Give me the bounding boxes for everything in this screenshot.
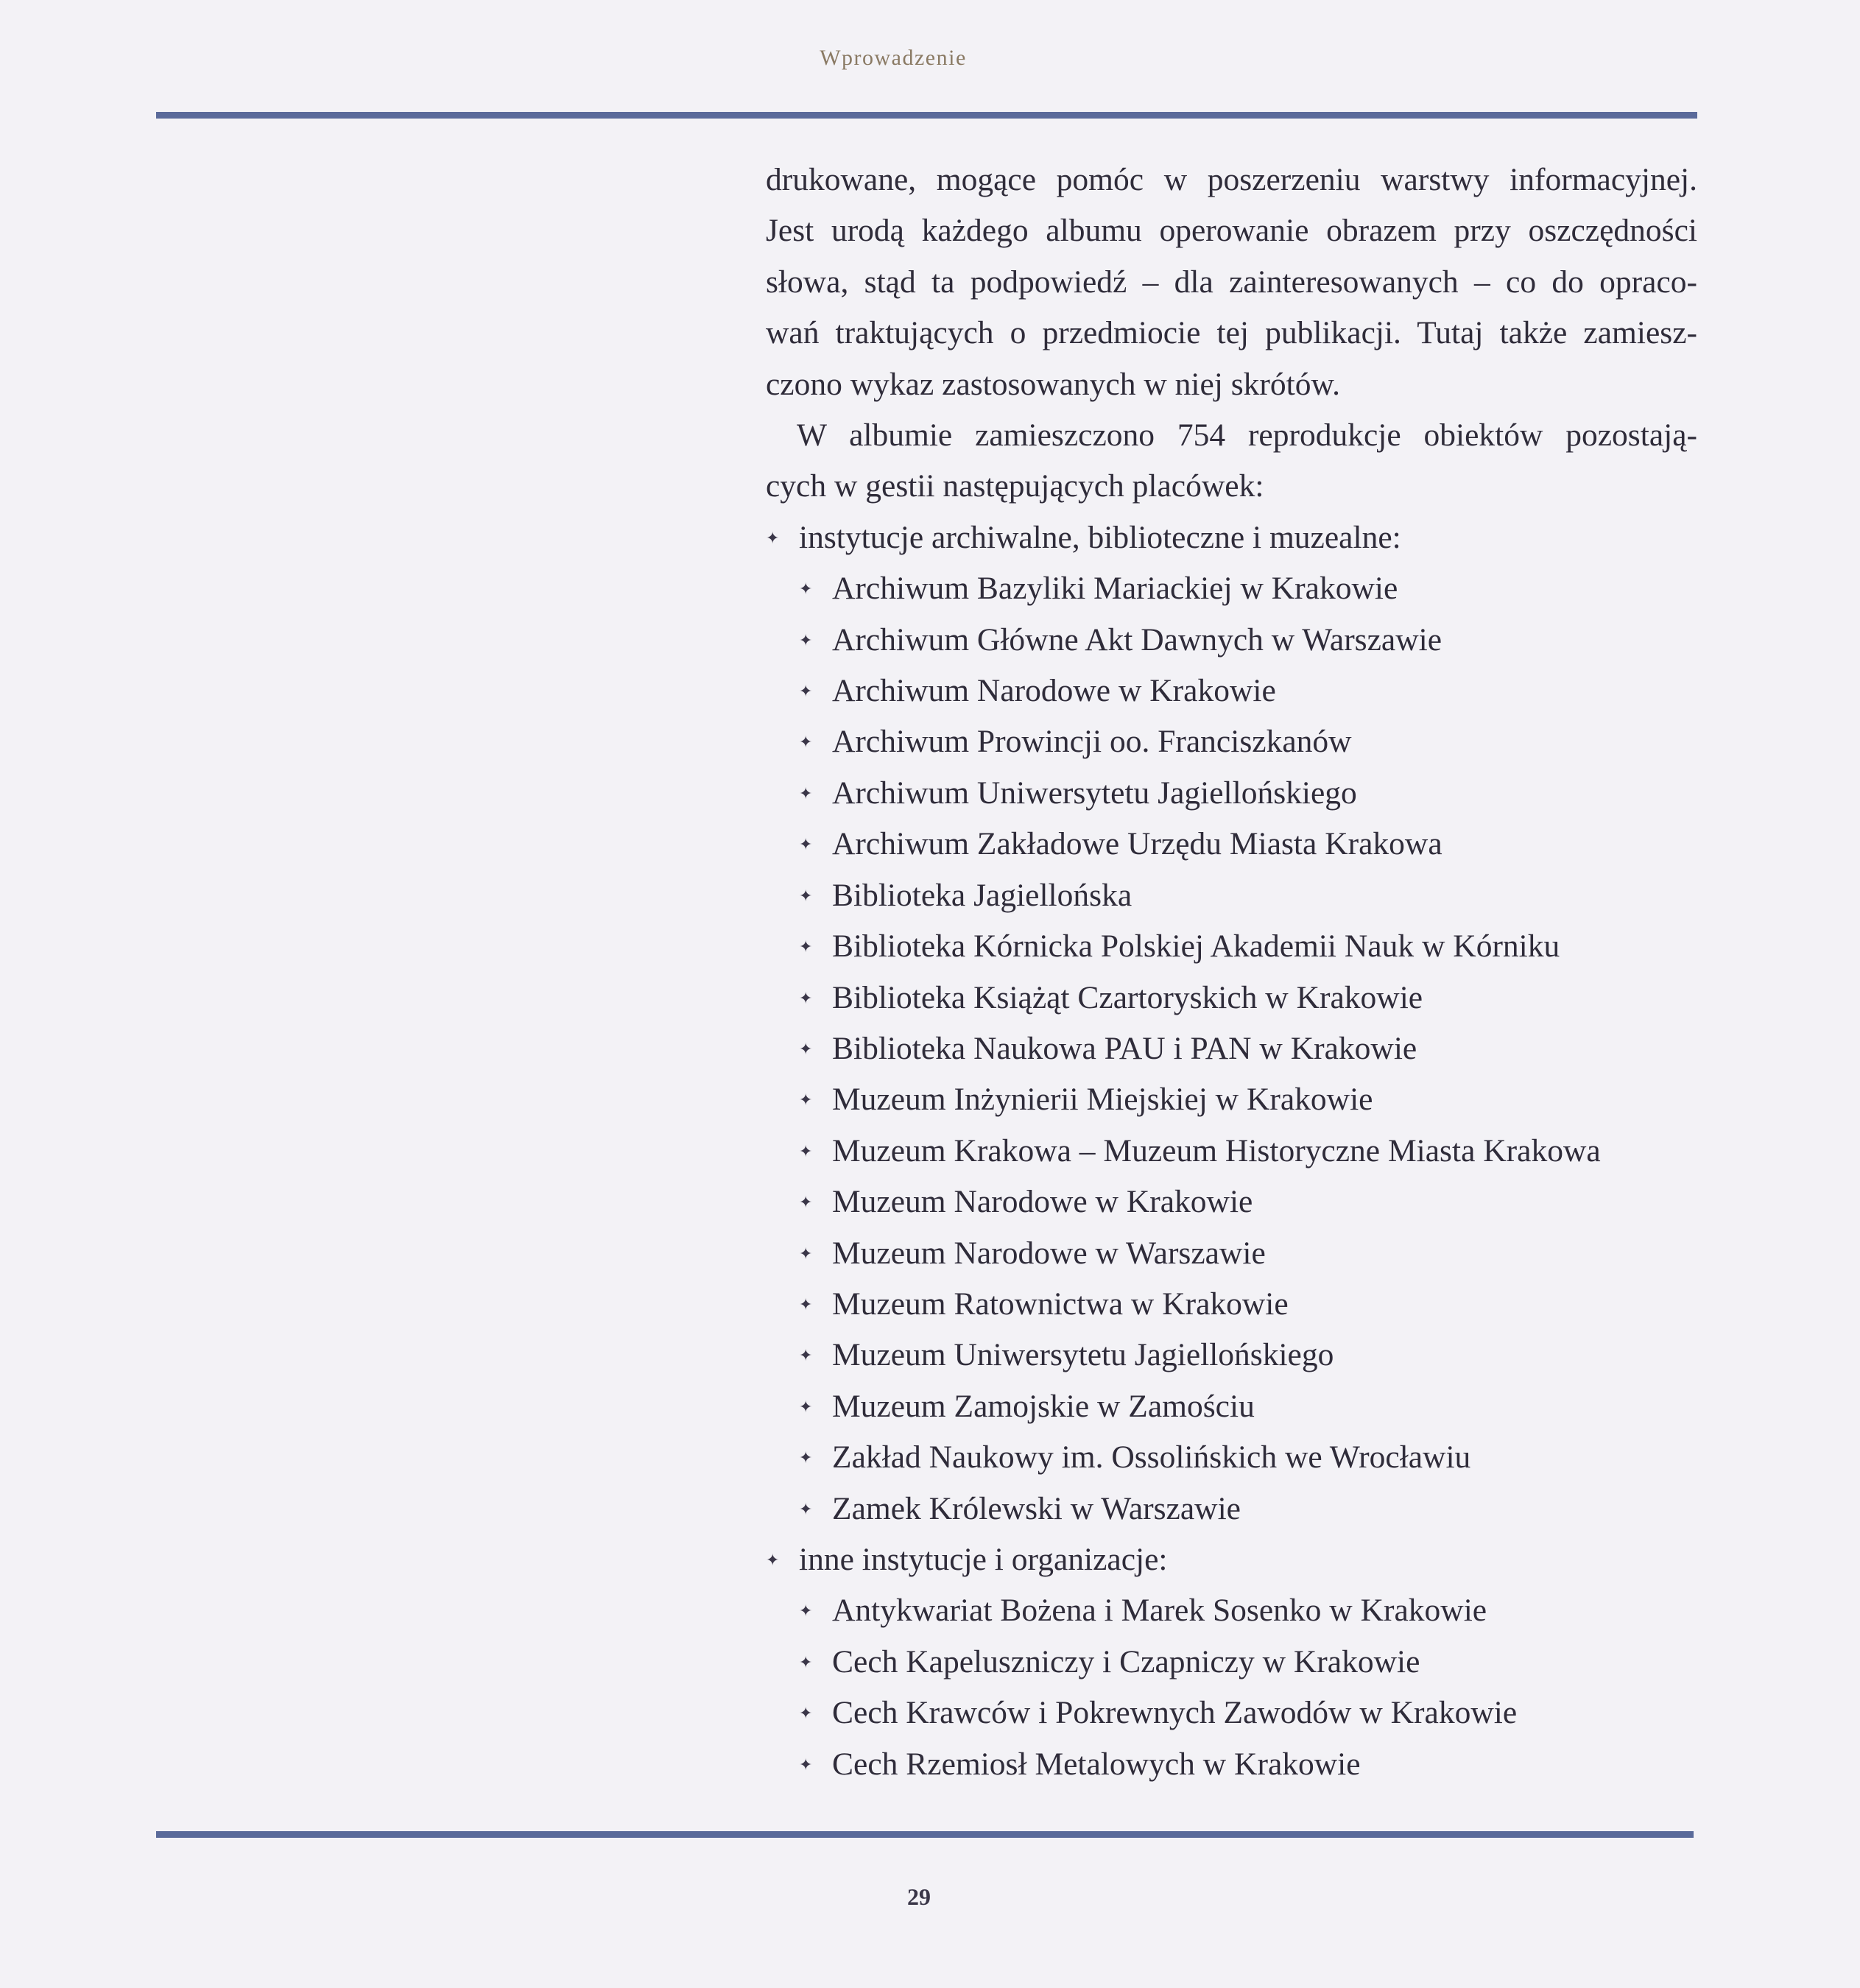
list-item [799, 1432, 1697, 1483]
institution-name: Antykwariat Bożena i Marek Sosenko w Krakowie [832, 1593, 1487, 1629]
list-item [799, 615, 1697, 666]
footer-rule [156, 1831, 1694, 1838]
list-item [799, 1023, 1697, 1074]
running-header: Wprowadzenie [820, 46, 967, 70]
institution-name: Biblioteka Kórnicka Polskiej Akademii Nauk w Kórniku [832, 928, 1560, 965]
institution-name: Archiwum Bazyliki Mariackiej w Krakowie [832, 571, 1398, 607]
list-item [799, 1279, 1697, 1330]
four-pointed-star-icon [799, 1484, 812, 1534]
list-item [799, 1074, 1697, 1125]
paragraph-line: Jest urodą każdego albumu operowanie obrazem przy oszczędności [766, 213, 1697, 249]
list-item [799, 716, 1697, 767]
institution-name: Muzeum Ratownictwa w Krakowie [832, 1286, 1289, 1322]
four-pointed-star-icon [799, 870, 812, 921]
list-item [799, 1126, 1697, 1177]
paragraph-1 [766, 155, 1697, 410]
institution-name: Muzeum Narodowe w Krakowie [832, 1184, 1253, 1220]
list-item [799, 1585, 1697, 1636]
institution-name: Cech Kapeluszniczy i Czapniczy w Krakowie [832, 1643, 1420, 1679]
list-item [799, 1637, 1697, 1688]
page-number: 29 [907, 1883, 931, 1910]
institution-name: Muzeum Zamojskie w Zamościu [832, 1388, 1255, 1424]
institution-name: Zamek Królewski w Warszawie [832, 1490, 1241, 1526]
group-label: inne instytucje i organizacje: [799, 1541, 1168, 1577]
four-pointed-star-icon [799, 921, 812, 972]
four-pointed-star-icon [799, 1432, 812, 1483]
four-pointed-star-icon [799, 1126, 812, 1177]
four-pointed-star-icon [766, 1534, 779, 1585]
four-pointed-star-icon [799, 1023, 812, 1074]
text-column [766, 155, 1697, 1790]
four-pointed-star-icon [799, 563, 812, 614]
paragraph-line: słowa, stąd ta podpowiedź – dla zainteresowanych – co do opraco- [766, 264, 1697, 300]
institution-name: Biblioteka Książąt Czartoryskich w Krakowie [832, 979, 1423, 1015]
four-pointed-star-icon [799, 1279, 812, 1330]
institution-name: Archiwum Zakładowe Urzędu Miasta Krakowa [832, 826, 1442, 862]
four-pointed-star-icon [799, 1177, 812, 1227]
four-pointed-star-icon [799, 1637, 812, 1688]
four-pointed-star-icon [799, 973, 812, 1023]
institution-name: Biblioteka Naukowa PAU i PAN w Krakowie [832, 1030, 1417, 1066]
list-item [799, 768, 1697, 819]
institution-name: Muzeum Krakowa – Muzeum Historyczne Miasta Krakowa [832, 1132, 1601, 1169]
institution-list [799, 1585, 1697, 1790]
four-pointed-star-icon [799, 1074, 812, 1125]
list-item [799, 666, 1697, 716]
four-pointed-star-icon [799, 1585, 812, 1636]
institution-name: Archiwum Główne Akt Dawnych w Warszawie [832, 621, 1442, 658]
paragraph-line: cych w gestii następujących placówek: [766, 468, 1264, 504]
institution-name: Archiwum Uniwersytetu Jagiellońskiego [832, 775, 1357, 811]
four-pointed-star-icon [799, 819, 812, 870]
list-item [799, 819, 1697, 870]
four-pointed-star-icon [799, 716, 812, 767]
list-item [799, 870, 1697, 921]
list-item [799, 921, 1697, 972]
four-pointed-star-icon [799, 1688, 812, 1738]
list-item [799, 1330, 1697, 1381]
group-label: instytucje archiwalne, biblioteczne i muzealne: [799, 519, 1401, 555]
institution-name: Cech Krawców i Pokrewnych Zawodów w Krakowie [832, 1695, 1518, 1731]
institution-name: Zakład Naukowy im. Ossolińskich we Wrocławiu [832, 1439, 1471, 1476]
list-item [799, 1177, 1697, 1227]
four-pointed-star-icon [799, 615, 812, 666]
paragraph-2 [766, 410, 1697, 512]
four-pointed-star-icon [799, 1228, 812, 1279]
institution-name: Cech Rzemiosł Metalowych w Krakowie [832, 1746, 1361, 1782]
four-pointed-star-icon [799, 1330, 812, 1381]
list-item [799, 563, 1697, 614]
four-pointed-star-icon [799, 666, 812, 716]
list-item [799, 1688, 1697, 1738]
institution-name: Biblioteka Jagiellońska [832, 877, 1132, 913]
institution-name: Muzeum Inżynierii Miejskiej w Krakowie [832, 1082, 1373, 1118]
group-other-institutions [766, 1534, 1697, 1790]
four-pointed-star-icon [799, 1739, 812, 1790]
four-pointed-star-icon [799, 1381, 812, 1432]
paragraph-line: W albumie zamieszczono 754 reprodukcje obiektów pozostają- [797, 417, 1697, 454]
list-item [799, 1381, 1697, 1432]
institution-list [799, 563, 1697, 1534]
four-pointed-star-icon [766, 512, 779, 563]
institution-groups [766, 512, 1697, 1790]
paragraph-line: drukowane, mogące pomóc w poszerzeniu warstwy informacyjnej. [766, 162, 1697, 197]
list-item [799, 973, 1697, 1023]
header-rule [156, 112, 1697, 119]
list-item [799, 1739, 1697, 1790]
institution-name: Muzeum Narodowe w Warszawie [832, 1235, 1266, 1271]
institution-name: Archiwum Prowincji oo. Franciszkanów [832, 724, 1352, 760]
institution-name: Muzeum Uniwersytetu Jagiellońskiego [832, 1337, 1334, 1373]
four-pointed-star-icon [799, 768, 812, 819]
group-archival-library-museum [766, 512, 1697, 1534]
paragraph-line: czono wykaz zastosowanych w niej skrótów. [766, 366, 1340, 402]
paragraph-line: wań traktujących o przedmiocie tej publikacji. Tutaj także zamiesz- [766, 315, 1697, 351]
list-item [799, 1484, 1697, 1534]
list-item [799, 1228, 1697, 1279]
institution-name: Archiwum Narodowe w Krakowie [832, 673, 1276, 709]
